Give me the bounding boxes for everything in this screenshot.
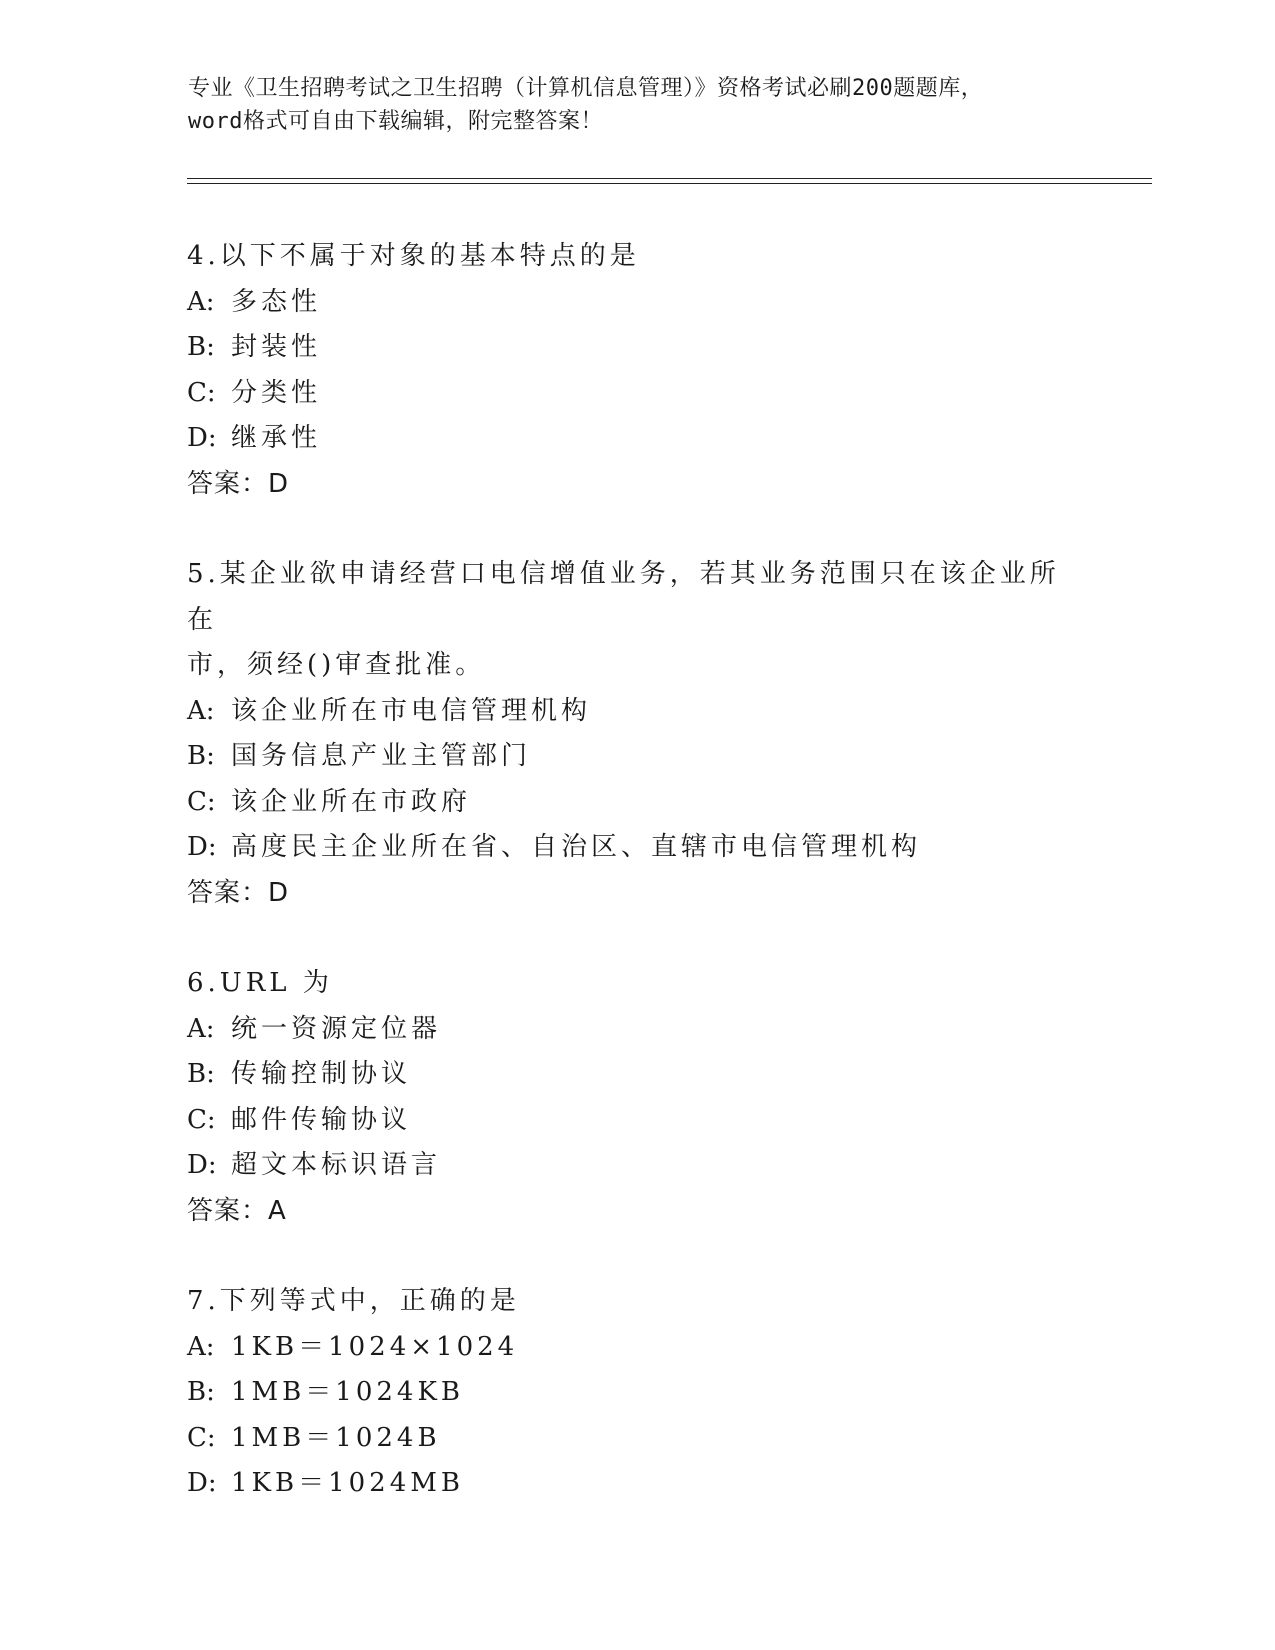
option-text: 多态性 xyxy=(231,286,322,317)
answer-key: 答案：A xyxy=(187,1195,287,1226)
option-a xyxy=(187,280,1087,326)
question-5 xyxy=(187,552,1087,916)
question-4 xyxy=(187,234,1087,507)
option-letter: C: xyxy=(187,1104,216,1135)
option-text: 国务信息产业主管部门 xyxy=(231,741,532,771)
option-letter: B: xyxy=(187,1059,215,1089)
option-text: 传输控制协议 xyxy=(231,1059,412,1089)
question-stem: 4.以下不属于对象的基本特点的是 xyxy=(187,241,640,271)
option-text: 超文本标识语言 xyxy=(231,1150,442,1180)
option-text: 统一资源定位器 xyxy=(231,1013,442,1044)
option-letter: A: xyxy=(187,1013,215,1044)
option-a xyxy=(187,1325,1087,1371)
option-letter: C: xyxy=(187,786,216,817)
option-text: 该企业所在市政府 xyxy=(231,786,472,817)
question-list xyxy=(187,234,1087,1552)
question-7 xyxy=(187,1279,1087,1507)
option-letter: D: xyxy=(187,423,217,453)
option-letter: C: xyxy=(187,377,216,408)
header-divider-bottom xyxy=(187,183,1152,184)
option-a xyxy=(187,689,1087,735)
option-text: 1KB＝1024MB xyxy=(231,1468,464,1498)
option-text: 封装性 xyxy=(231,332,322,362)
option-text: 邮件传输协议 xyxy=(231,1104,412,1135)
option-b xyxy=(187,734,1087,780)
option-b xyxy=(187,325,1087,371)
option-text: 继承性 xyxy=(231,423,322,453)
question-stem-continued: 市，须经()审查批准。 xyxy=(187,650,486,680)
option-letter: A: xyxy=(187,695,215,726)
header-divider-top xyxy=(187,178,1152,179)
question-6 xyxy=(187,961,1087,1234)
option-text: 1KB＝1024×1024 xyxy=(231,1331,519,1362)
question-stem: 6.URL 为 xyxy=(187,968,333,998)
option-d xyxy=(187,825,1087,871)
option-b xyxy=(187,1052,1087,1098)
option-text: 该企业所在市电信管理机构 xyxy=(231,695,592,726)
option-b xyxy=(187,1370,1087,1416)
option-letter: A: xyxy=(187,286,215,317)
option-c xyxy=(187,780,1087,826)
document-header xyxy=(188,72,1088,138)
option-d xyxy=(187,1143,1087,1189)
question-stem: 7.下列等式中，正确的是 xyxy=(187,1286,520,1316)
option-text: 1MB＝1024B xyxy=(231,1422,441,1453)
option-letter: A: xyxy=(187,1331,215,1362)
option-letter: C: xyxy=(187,1422,216,1453)
option-letter: B: xyxy=(187,1377,215,1407)
option-letter: B: xyxy=(187,741,215,771)
option-text: 分类性 xyxy=(231,377,322,408)
option-letter: D: xyxy=(187,832,217,862)
option-text: 1MB＝1024KB xyxy=(231,1377,464,1407)
option-c xyxy=(187,371,1087,417)
option-a xyxy=(187,1007,1087,1053)
header-title-line-1: 专业《卫生招聘考试之卫生招聘（计算机信息管理）》资格考试必刷200题题库， xyxy=(188,76,984,101)
answer-key: 答案：D xyxy=(187,468,290,499)
option-d xyxy=(187,416,1087,462)
question-stem: 5.某企业欲申请经营口电信增值业务，若其业务范围只在该企业所在 xyxy=(187,559,1060,635)
option-c xyxy=(187,1416,1087,1462)
header-title-line-2: word格式可自由下载编辑，附完整答案！ xyxy=(188,109,603,134)
option-d xyxy=(187,1461,1087,1507)
option-letter: B: xyxy=(187,332,215,362)
option-c xyxy=(187,1098,1087,1144)
option-text: 高度民主企业所在省、自治区、直辖市电信管理机构 xyxy=(231,832,922,862)
option-letter: D: xyxy=(187,1468,217,1498)
answer-key: 答案：D xyxy=(187,877,290,908)
option-letter: D: xyxy=(187,1150,217,1180)
